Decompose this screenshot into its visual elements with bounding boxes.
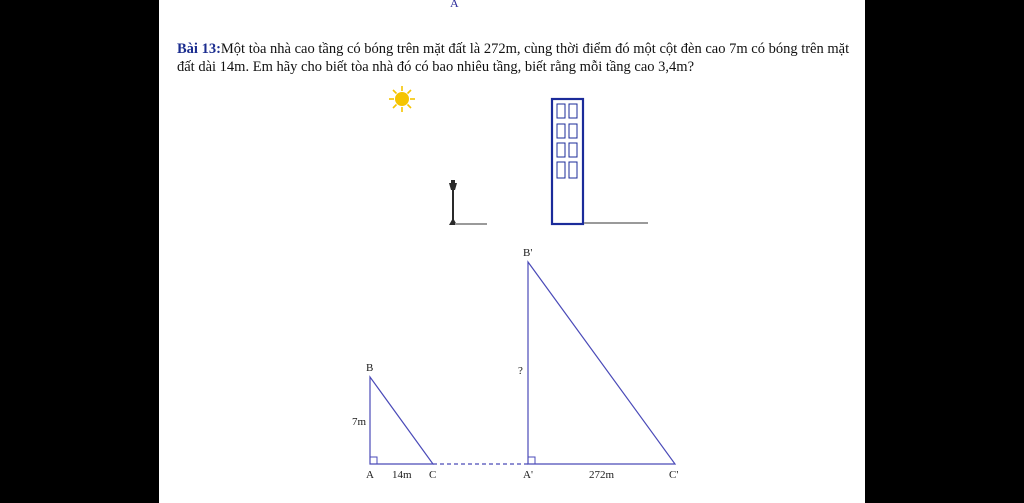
height-unknown-label: ? [518,365,523,377]
vertex-c-prime-label: C' [669,469,679,481]
document-page [159,0,865,503]
sun-icon [389,86,415,112]
vertex-a-label: A [366,469,374,481]
small-triangle [370,377,433,464]
height-7m-label: 7m [352,416,367,428]
vertex-b-label: B [366,362,374,374]
base-272m-label: 272m [589,469,615,481]
illustration [159,0,865,503]
problem-text: Một tòa nhà cao tầng có bóng trên mặt đất là 272m, cùng thời điểm đó một cột đèn cao 7m có bóng trên mặt đất dài 14m. Em hãy cho biết tòa nhà đó có bao nhiêu tầng, biết rằng mỗi tầng cao 3,4m? [177,41,850,75]
base-14m-label: 14m [392,469,412,481]
vertex-b-prime-label: B' [523,247,533,259]
lamp-post-icon [449,180,457,225]
stray-vertex-label: A [450,0,459,10]
large-triangle [528,262,675,464]
building-icon [552,99,583,224]
vertex-c-label: C [429,469,437,481]
vertex-a-prime-label: A' [523,469,533,481]
problem-number: Bài 13: [177,41,221,57]
